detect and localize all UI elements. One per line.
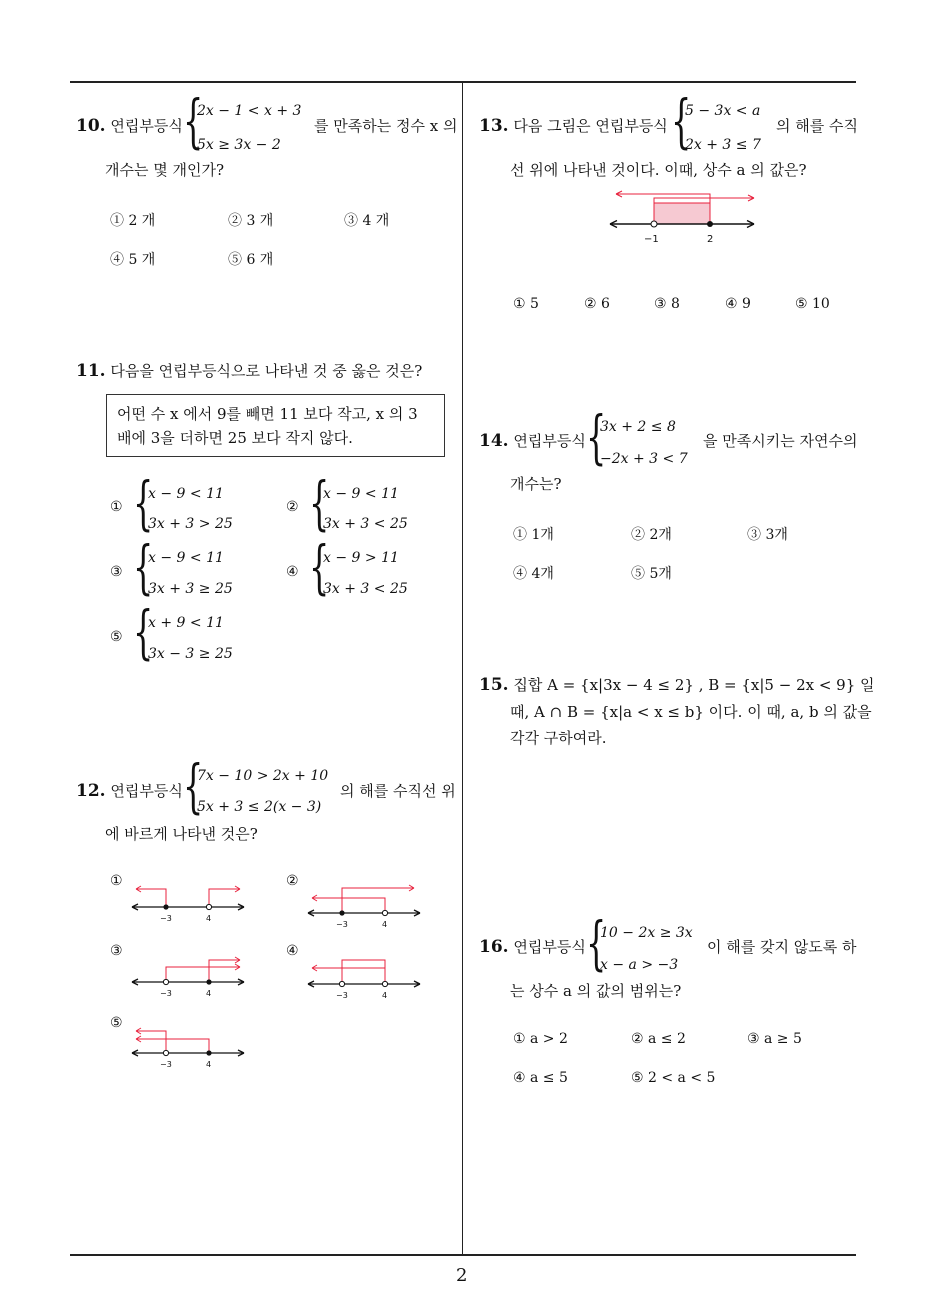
point-a bbox=[339, 910, 344, 915]
tick-label-b: 4 bbox=[206, 989, 212, 998]
tick-label-a: −3 bbox=[336, 991, 348, 1000]
brace: { bbox=[133, 598, 154, 666]
brace: { bbox=[133, 469, 154, 537]
option-4[interactable]: ④ 4개 bbox=[513, 566, 554, 582]
option-3[interactable]: ③ 4 개 bbox=[344, 213, 390, 229]
point-a bbox=[339, 981, 344, 986]
question-line2: 는 상수 a 의 값의 범위는? bbox=[510, 982, 682, 1000]
point-a bbox=[163, 904, 168, 909]
inequality-b: 3x − 3 ≥ 25 bbox=[148, 646, 233, 662]
inequality-1: 10 − 2x ≥ 3x bbox=[600, 925, 693, 941]
option-mark: ② bbox=[286, 499, 299, 515]
question-number: 15. bbox=[479, 675, 509, 695]
brace: { bbox=[309, 469, 330, 537]
tick-label-a: −3 bbox=[160, 1060, 172, 1069]
option-4[interactable]: ④ 9 bbox=[725, 296, 751, 312]
range-2 bbox=[312, 898, 385, 913]
brace: { bbox=[309, 533, 330, 601]
brace: { bbox=[586, 909, 607, 977]
question-line3: 각각 구하여라. bbox=[510, 729, 607, 747]
option-2[interactable]: ② 2개 bbox=[631, 527, 672, 543]
box-line-2: 배에 3을 더하면 25 보다 작지 않다. bbox=[117, 429, 353, 447]
point-b bbox=[382, 910, 387, 915]
option-2[interactable]: ② 6 bbox=[584, 296, 610, 312]
option-1[interactable]: ① 5 bbox=[513, 296, 539, 312]
range-2 bbox=[136, 1039, 209, 1053]
tick-label-b: 4 bbox=[206, 914, 212, 923]
point-b bbox=[206, 1050, 211, 1055]
option-mark-5: ⑤ bbox=[110, 1015, 123, 1031]
inequality-b: 3x + 3 ≥ 25 bbox=[148, 581, 233, 597]
option-2[interactable]: ② 3 개 bbox=[228, 213, 274, 229]
inequality-a: x − 9 > 11 bbox=[323, 550, 399, 566]
option-mark-1: ① bbox=[110, 873, 123, 889]
page-number: 2 bbox=[456, 1265, 468, 1286]
range-1 bbox=[342, 960, 385, 984]
inequality-1: 3x + 2 ≤ 8 bbox=[600, 419, 676, 435]
question-lead: 연립부등식 bbox=[513, 938, 586, 956]
condition-box bbox=[106, 394, 445, 457]
option-1[interactable]: ① 2 개 bbox=[110, 213, 156, 229]
tick-label-b: 4 bbox=[206, 1060, 212, 1069]
point-a bbox=[163, 1050, 168, 1055]
inequality-2: −2x + 3 < 7 bbox=[600, 451, 688, 467]
question-lead: 다음 그림은 연립부등식 bbox=[513, 117, 668, 135]
question-text: 다음을 연립부등식으로 나타낸 것 중 옳은 것은? bbox=[110, 362, 423, 380]
question-line2: 개수는 몇 개인가? bbox=[105, 161, 225, 179]
option-mark: ③ bbox=[110, 564, 123, 580]
question-tail: 의 해를 수직선 위 bbox=[340, 782, 456, 800]
tick-label-a: −1 bbox=[644, 234, 659, 245]
option-3[interactable]: ③ a ≥ 5 bbox=[747, 1031, 802, 1047]
option-4[interactable]: ④ a ≤ 5 bbox=[513, 1070, 568, 1086]
column-divider bbox=[462, 82, 463, 1255]
inequality-2: 2x + 3 ≤ 7 bbox=[685, 137, 761, 153]
question-lead: 연립부등식 bbox=[110, 782, 183, 800]
point-b bbox=[206, 979, 211, 984]
inequality-1: 2x − 1 < x + 3 bbox=[197, 103, 302, 119]
inequality-a: x − 9 < 11 bbox=[148, 550, 224, 566]
question-line2: 선 위에 나타낸 것이다. 이때, 상수 a 의 값은? bbox=[510, 161, 807, 179]
option-1[interactable]: ① 1개 bbox=[513, 527, 554, 543]
question-line2: 때, A ∩ B = {x|a < x ≤ b} 이다. 이 때, a, b 의 값을 bbox=[510, 703, 872, 721]
inequality-a: x + 9 < 11 bbox=[148, 615, 224, 631]
option-5[interactable]: ⑤ 2 < a < 5 bbox=[631, 1070, 716, 1086]
box-line-1: 어떤 수 x 에서 9를 빼면 11 보다 작고, x 의 3 bbox=[117, 405, 418, 423]
inequality-b: 3x + 3 > 25 bbox=[148, 516, 233, 532]
tick-label-a: −3 bbox=[160, 989, 172, 998]
option-2[interactable]: ② a ≤ 2 bbox=[631, 1031, 686, 1047]
number-line-option-2[interactable] bbox=[304, 880, 424, 930]
question-lead: 연립부등식 bbox=[513, 432, 586, 450]
question-line1: 집합 A = {x|3x − 4 ≤ 2} , B = {x|5 − 2x < 9} 일 bbox=[513, 676, 875, 694]
brace: { bbox=[183, 752, 204, 820]
tick-label-b: 2 bbox=[707, 234, 714, 245]
question-tail: 의 해를 수직 bbox=[776, 117, 858, 135]
option-3[interactable]: ③ 8 bbox=[654, 296, 680, 312]
option-4[interactable]: ④ 5 개 bbox=[110, 252, 156, 268]
option-5[interactable]: ⑤ 6 개 bbox=[228, 252, 274, 268]
question-line2: 에 바르게 나타낸 것은? bbox=[105, 825, 258, 843]
question-number: 13. bbox=[479, 116, 509, 136]
question-number: 14. bbox=[479, 431, 509, 451]
number-line-option-3[interactable] bbox=[128, 952, 248, 1000]
inequality-1: 7x − 10 > 2x + 10 bbox=[197, 768, 329, 784]
number-line-option-1[interactable] bbox=[128, 880, 248, 925]
tick-label-a: −3 bbox=[336, 920, 348, 929]
tick-label-b: 4 bbox=[382, 920, 388, 929]
inequality-2: x − a > −3 bbox=[600, 957, 679, 973]
range-1 bbox=[166, 967, 240, 982]
question-lead: 연립부등식 bbox=[110, 117, 183, 135]
point-a bbox=[651, 221, 657, 227]
option-1[interactable]: ① a > 2 bbox=[513, 1031, 568, 1047]
option-5[interactable]: ⑤ 10 bbox=[795, 296, 830, 312]
brace: { bbox=[671, 87, 692, 155]
option-3[interactable]: ③ 3개 bbox=[747, 527, 788, 543]
brace: { bbox=[133, 533, 154, 601]
option-5[interactable]: ⑤ 5개 bbox=[631, 566, 672, 582]
option-mark-3: ③ bbox=[110, 943, 123, 959]
tick-label-a: −3 bbox=[160, 914, 172, 923]
option-mark: ⑤ bbox=[110, 629, 123, 645]
question-tail: 를 만족하는 정수 x 의 bbox=[314, 117, 458, 135]
brace: { bbox=[586, 403, 607, 471]
question-tail: 이 해를 갖지 않도록 하 bbox=[707, 938, 857, 956]
number-line-figure bbox=[604, 186, 764, 250]
shaded-region bbox=[654, 203, 710, 224]
brace: { bbox=[183, 87, 204, 155]
question-number: 11. bbox=[76, 361, 106, 381]
inequality-2: 5x + 3 ≤ 2(x − 3) bbox=[197, 799, 322, 815]
range-1 bbox=[342, 888, 414, 913]
point-b bbox=[707, 221, 713, 227]
question-line2: 개수는? bbox=[510, 475, 562, 493]
inequality-b: 3x + 3 < 25 bbox=[323, 516, 408, 532]
question-number: 16. bbox=[479, 937, 509, 957]
tick-label-b: 4 bbox=[382, 991, 388, 1000]
question-number: 12. bbox=[76, 781, 106, 801]
option-mark: ① bbox=[110, 499, 123, 515]
inequality-1: 5 − 3x < a bbox=[685, 103, 761, 119]
point-b bbox=[382, 981, 387, 986]
question-tail: 을 만족시키는 자연수의 bbox=[703, 432, 858, 450]
range-right bbox=[654, 198, 754, 203]
bottom-rule bbox=[70, 1254, 856, 1256]
number-line-option-5[interactable] bbox=[128, 1022, 248, 1072]
inequality-a: x − 9 < 11 bbox=[148, 486, 224, 502]
point-b bbox=[206, 904, 211, 909]
inequality-2: 5x ≥ 3x − 2 bbox=[197, 137, 281, 153]
point-a bbox=[163, 979, 168, 984]
option-mark-2: ② bbox=[286, 873, 299, 889]
inequality-a: x − 9 < 11 bbox=[323, 486, 399, 502]
question-number: 10. bbox=[76, 116, 106, 136]
top-rule bbox=[70, 81, 856, 83]
inequality-b: 3x + 3 < 25 bbox=[323, 581, 408, 597]
option-mark-4: ④ bbox=[286, 943, 299, 959]
option-mark: ④ bbox=[286, 564, 299, 580]
number-line-option-4[interactable] bbox=[304, 952, 424, 1000]
